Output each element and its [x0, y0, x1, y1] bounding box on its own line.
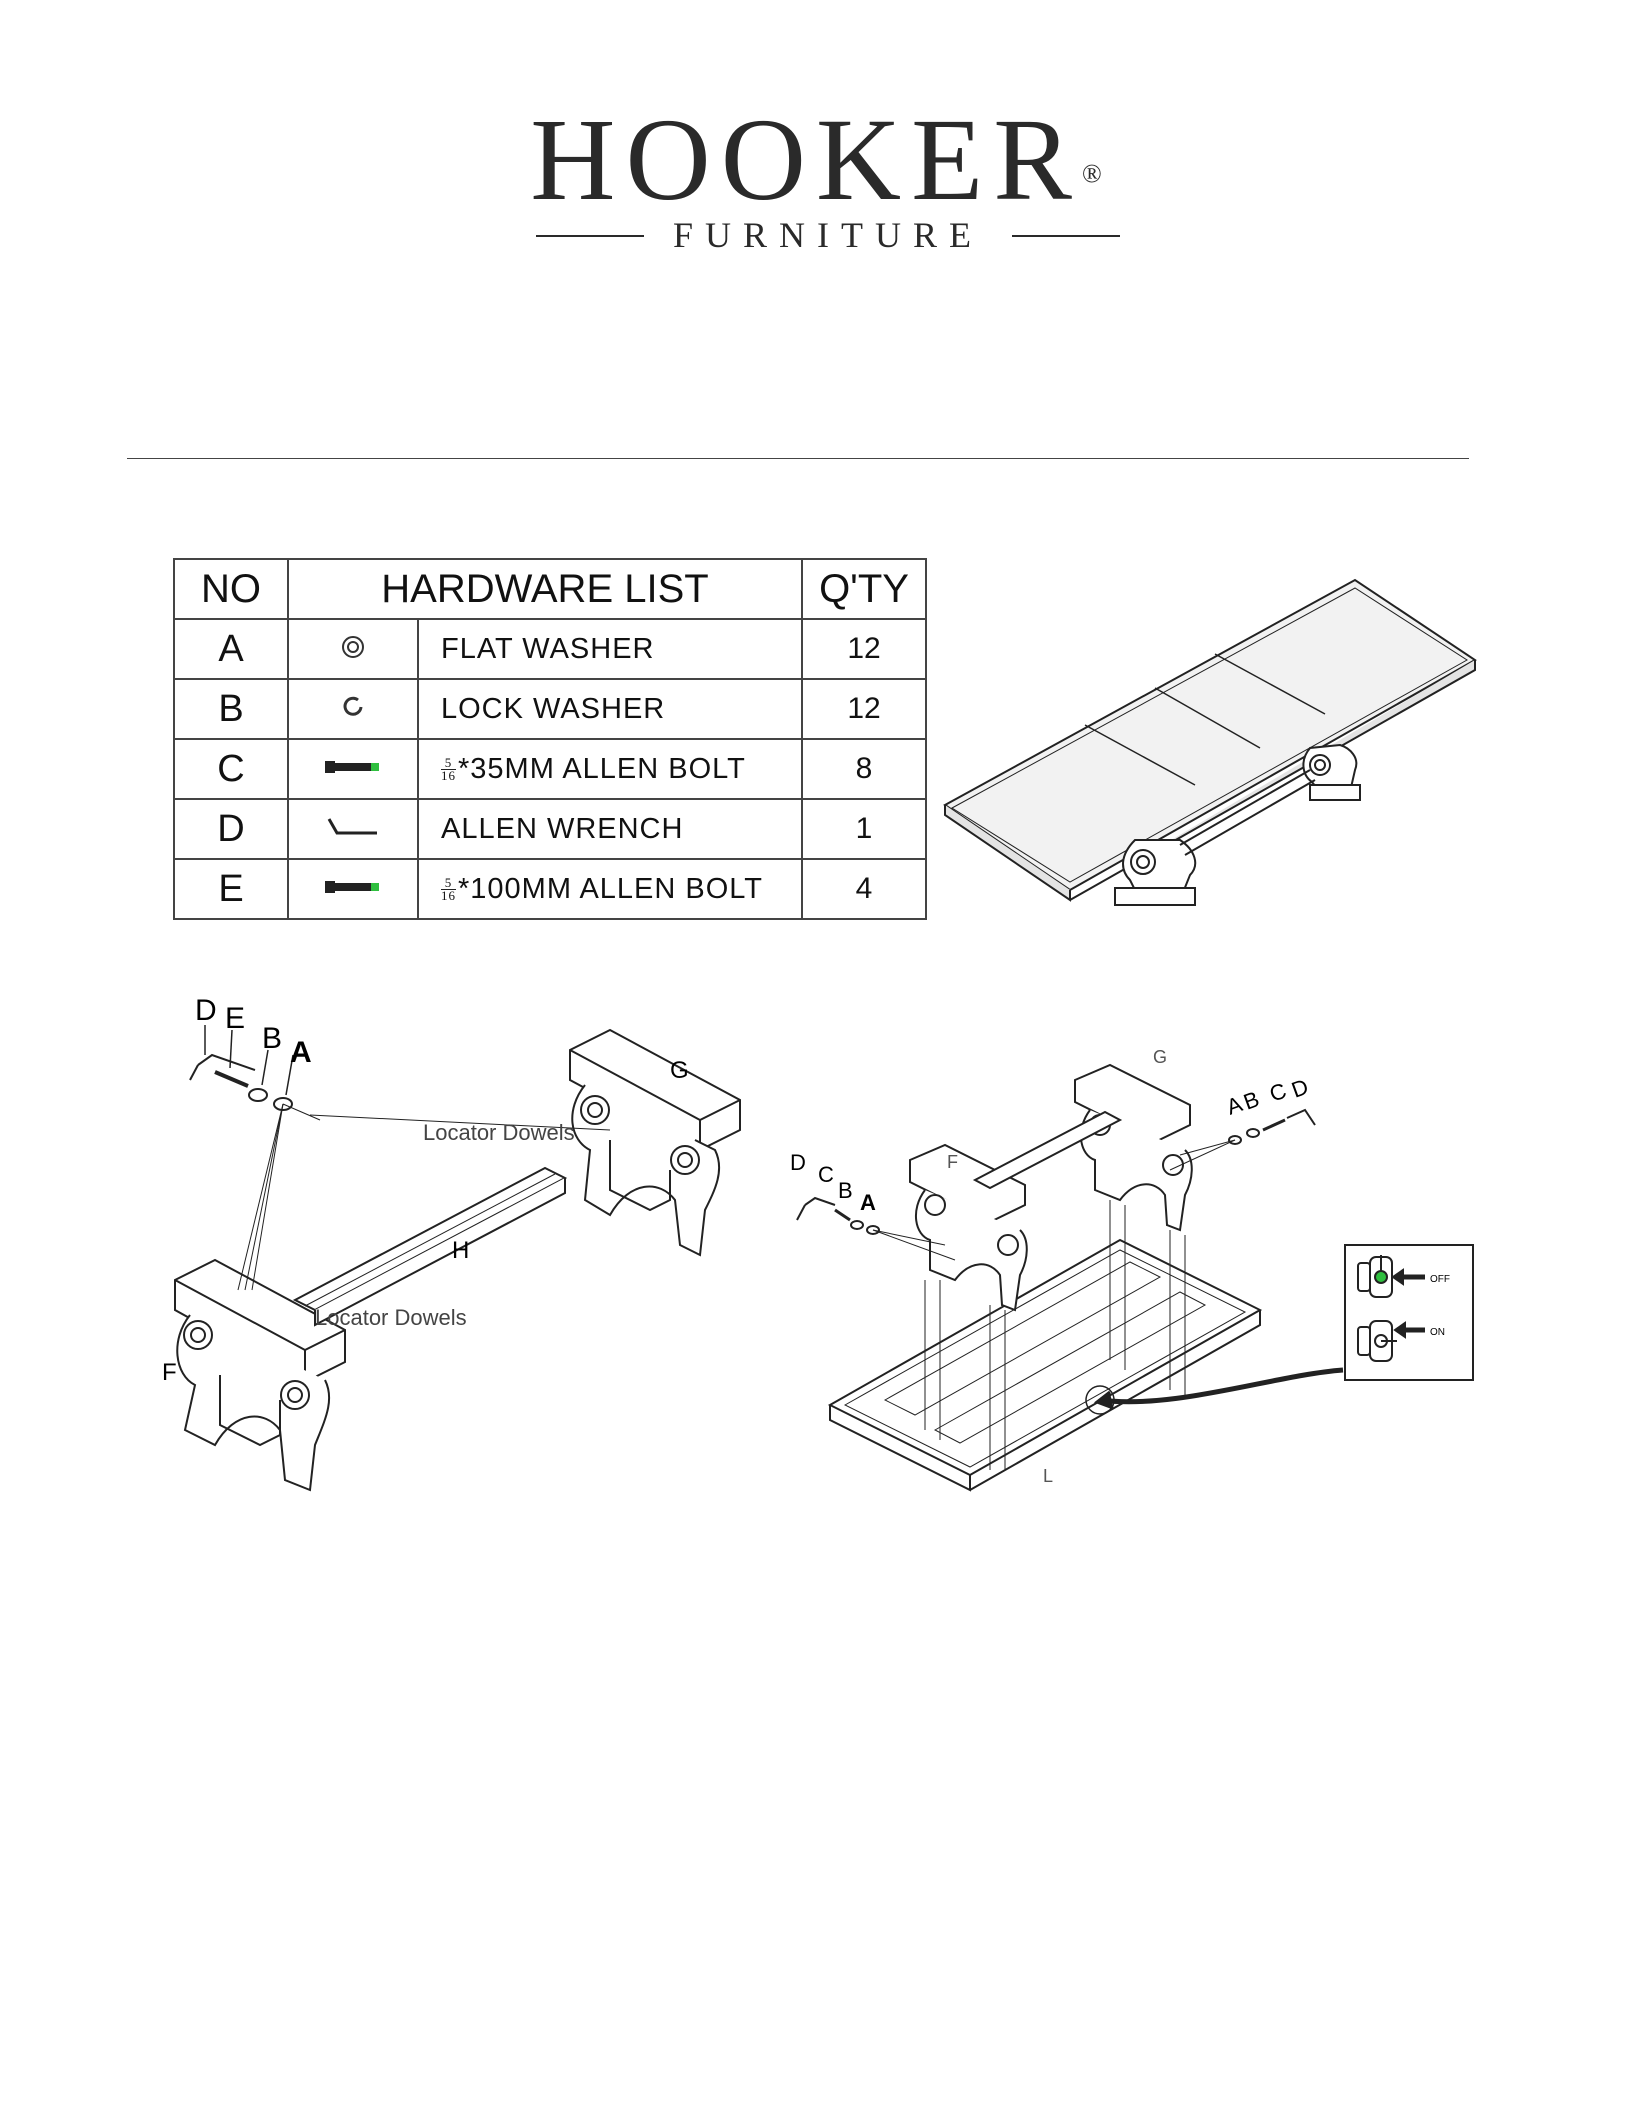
fraction-numerator: 5	[441, 877, 456, 890]
row-qty: 12	[802, 679, 926, 739]
registered-mark: ®	[1081, 159, 1102, 188]
hardware-row	[174, 739, 926, 799]
label-b: B	[262, 1022, 283, 1055]
logo-wordmark: HOOKER	[530, 94, 1082, 225]
row-qty: 12	[802, 619, 926, 679]
row-name-cell	[418, 799, 802, 859]
row-name: *35MM ALLEN BOLT	[458, 752, 746, 785]
header-hardware-list: HARDWARE LIST	[288, 559, 802, 619]
label-c-right: C	[818, 1162, 834, 1187]
base-assembly-diagram	[140, 990, 760, 1520]
tabletop-l-shape	[830, 1240, 1260, 1490]
label-d-right: D	[790, 1150, 806, 1175]
row-no: B	[174, 679, 288, 739]
row-no: A	[174, 619, 288, 679]
row-no: D	[174, 799, 288, 859]
row-name: LOCK WASHER	[441, 692, 666, 725]
label-e: E	[225, 1002, 246, 1035]
label-c2-right: C	[1266, 1077, 1290, 1107]
assembled-table-illustration	[940, 570, 1480, 920]
logo-subtitle: FURNITURE	[672, 215, 983, 255]
fraction-denominator: 16	[441, 888, 456, 904]
label-d: D	[195, 994, 217, 1027]
row-name: *100MM ALLEN BOLT	[458, 872, 763, 905]
row-name: ALLEN WRENCH	[441, 812, 684, 845]
label-g: G	[670, 1057, 689, 1084]
hardware-row	[174, 619, 926, 679]
allen-wrench-icon	[288, 799, 418, 859]
label-f-right: F	[947, 1152, 958, 1172]
row-qty: 8	[802, 739, 926, 799]
label-on: ON	[1430, 1327, 1445, 1338]
allen-bolt-icon	[288, 739, 418, 799]
header-no: NO	[174, 559, 288, 619]
fraction-numerator: 5	[441, 757, 456, 770]
label-f: F	[162, 1359, 177, 1386]
label-a2-right: A	[1223, 1091, 1246, 1120]
label-locator-dowels-bottom: Locator Dowels	[315, 1305, 467, 1330]
row-no: E	[174, 859, 288, 919]
label-h: H	[452, 1237, 470, 1264]
label-locator-dowels-top: Locator Dowels	[423, 1120, 575, 1145]
row-name: FLAT WASHER	[441, 632, 655, 665]
header-qty: Q'TY	[802, 559, 926, 619]
label-g-right: G	[1153, 1047, 1168, 1067]
logo-rule-right	[1012, 235, 1120, 237]
row-name-cell	[418, 619, 802, 679]
hardware-table	[173, 558, 927, 920]
flat-washer-icon	[288, 619, 418, 679]
row-no: C	[174, 739, 288, 799]
fraction	[441, 757, 456, 782]
label-l: L	[1043, 1466, 1054, 1486]
lock-washer-icon	[288, 679, 418, 739]
lock-detail-box	[1345, 1245, 1473, 1380]
hardware-table-header	[174, 559, 926, 619]
fraction-denominator: 16	[441, 768, 456, 784]
brand-logo	[0, 95, 1632, 265]
top-attachment-diagram	[775, 1030, 1495, 1520]
fraction	[441, 877, 456, 902]
row-qty: 4	[802, 859, 926, 919]
label-a: A	[290, 1036, 312, 1069]
allen-bolt-icon	[288, 859, 418, 919]
header-divider	[127, 458, 1469, 459]
row-name-cell	[418, 859, 802, 919]
row-name-cell	[418, 739, 802, 799]
hardware-row	[174, 859, 926, 919]
row-qty: 1	[802, 799, 926, 859]
label-off: OFF	[1430, 1274, 1450, 1285]
pedestal-g-shape	[570, 1030, 740, 1255]
stretcher-h-shape	[295, 1168, 565, 1325]
row-name-cell	[418, 679, 802, 739]
label-b-right: B	[838, 1178, 853, 1203]
hardware-row	[174, 679, 926, 739]
hardware-row	[174, 799, 926, 859]
label-a-right: A	[860, 1190, 876, 1215]
label-d2-right: D	[1288, 1073, 1312, 1103]
label-b2-right: B	[1240, 1086, 1263, 1115]
